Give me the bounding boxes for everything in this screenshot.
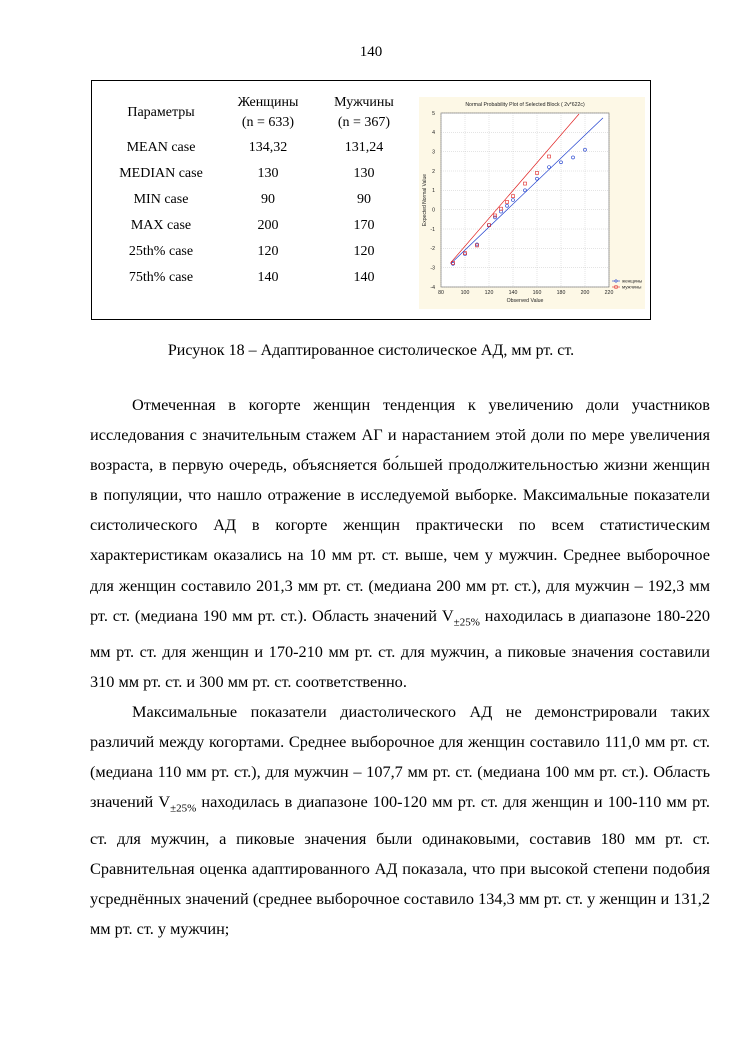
y-tick-label: 2 [432,168,435,175]
legend-label: женщины [622,278,643,284]
row-women-value: 130 [257,166,279,181]
header-women-label: Женщины [237,95,299,110]
y-tick-label: 3 [432,149,435,156]
probability-plot [419,97,645,309]
paragraph-text: Максимальные показатели диастолического АД не демонстрировали таких различий между когортами. Среднее выборочное для женщин составило 111,0 мм рт. ст. (медиана 110 мм рт. ст.), для мужчин – 107,7 мм рт. ст. (медиана 100 мм рт. ст.). Область значений V [90,702,710,812]
paragraph-text: находилась в диапазоне 100-120 мм рт. ст. для женщин и 100-110 мм рт. ст. для мужчин, а пиковые значения были одинаковыми, составив 180 мм рт. ст. Сравнительная оценка адаптированного АД показала, что при высокой степени подобия усреднённых значений (среднее выборочное составило 134,3 мм рт. ст. у женщин и 131,2 мм рт. ст. у мужчин; [90,792,710,939]
row-men-value: 131,24 [344,140,384,155]
row-men-value: 140 [353,270,375,285]
paragraph-text: льшей продолжительностью жизни женщин в популяции, что нашло отражение в исследуемой выборке. Максимальные показатели систолического АД в когорте женщин практически по всем статистическим характеристикам оказались на 10 мм рт. ст. выше, чем у мужчин. Среднее выборочное для женщин составило 201,3 мм рт. ст. (медиана 200 мм рт. ст.), для мужчин – 192,3 мм рт. ст. (медиана 190 мм рт. ст.). Область значений V [90,455,710,625]
y-tick-label: -2 [430,246,435,253]
row-women-value: 120 [257,244,279,259]
y-tick-label: -4 [430,284,435,291]
subscript-text: ±25% [453,615,480,628]
paragraph [90,697,710,944]
x-tick-label: 100 [460,290,470,296]
row-women-value: 134,32 [248,140,288,155]
row-param: MIN case [133,192,189,207]
body-text [90,390,710,944]
x-tick-label: 160 [532,290,542,296]
x-tick-label: 80 [438,290,444,296]
row-param: 75th% case [128,270,194,285]
x-tick-label: 200 [580,290,590,296]
table-row [102,265,412,291]
y-axis-label: Expected Normal Value [422,173,428,227]
y-tick-label: -3 [430,265,435,272]
x-tick-label: 180 [556,290,566,296]
row-women-value: 90 [261,192,275,207]
header-men-label: Мужчины [334,95,394,110]
y-tick-label: -1 [430,226,435,233]
row-param: MAX case [130,218,192,233]
y-tick-label: 4 [432,130,435,137]
plot-area [441,113,609,287]
row-men-value: 170 [353,218,375,233]
subscript-text: ±25% [170,802,197,815]
header-women [220,91,316,135]
x-tick-label: 120 [484,290,494,296]
table-row [102,239,412,265]
paragraph [90,390,710,697]
y-tick-label: 5 [432,110,435,117]
table-row [102,161,412,187]
table-row [102,187,412,213]
paragraph-text: находилась в диапазоне 180-220 мм рт. ст. для женщин и 170-210 мм рт. ст. для мужчин, а пиковые значения составили 310 мм рт. ст. и 300 мм рт. ст. соответственно. [90,605,710,692]
x-tick-label: 140 [508,290,518,296]
table-header-row [102,91,412,135]
header-parameters: Параметры [127,105,195,120]
chart-title: Normal Probability Plot of Selected Block ( 2v*622c) [465,102,585,108]
page-number: 140 [359,44,383,60]
row-param: 25th% case [128,244,194,259]
parameters-table [102,91,412,291]
y-tick-label: 1 [432,188,435,195]
row-men-value: 90 [357,192,371,207]
header-men-n: (n = 367) [337,115,391,130]
y-tick-label: 0 [432,207,435,214]
row-param: MEAN case [126,140,196,155]
legend-label: мужчины [622,284,642,290]
figure-caption: Рисунок 18 – Адаптированное систолическое АД, мм рт. ст. [167,342,575,359]
row-men-value: 130 [353,166,375,181]
x-tick-label: 220 [604,290,614,296]
header-men [316,91,412,135]
table-row [102,213,412,239]
paragraph-text: Отмеченная в когорте женщин тенденция к увеличению доли участников исследования с значительным стажем АГ и нарастанием этой доли по мере увеличения возраста, в первую очередь, объясняется бо [90,395,710,475]
row-param: MEDIAN case [119,166,203,181]
row-women-value: 140 [257,270,279,285]
header-women-n: (n = 633) [241,115,295,130]
table-row [102,135,412,161]
row-men-value: 120 [353,244,375,259]
x-axis-label: Observed Value [506,298,544,304]
figure-box [91,80,651,320]
row-women-value: 200 [257,218,279,233]
probability-plot-svg [419,97,645,309]
